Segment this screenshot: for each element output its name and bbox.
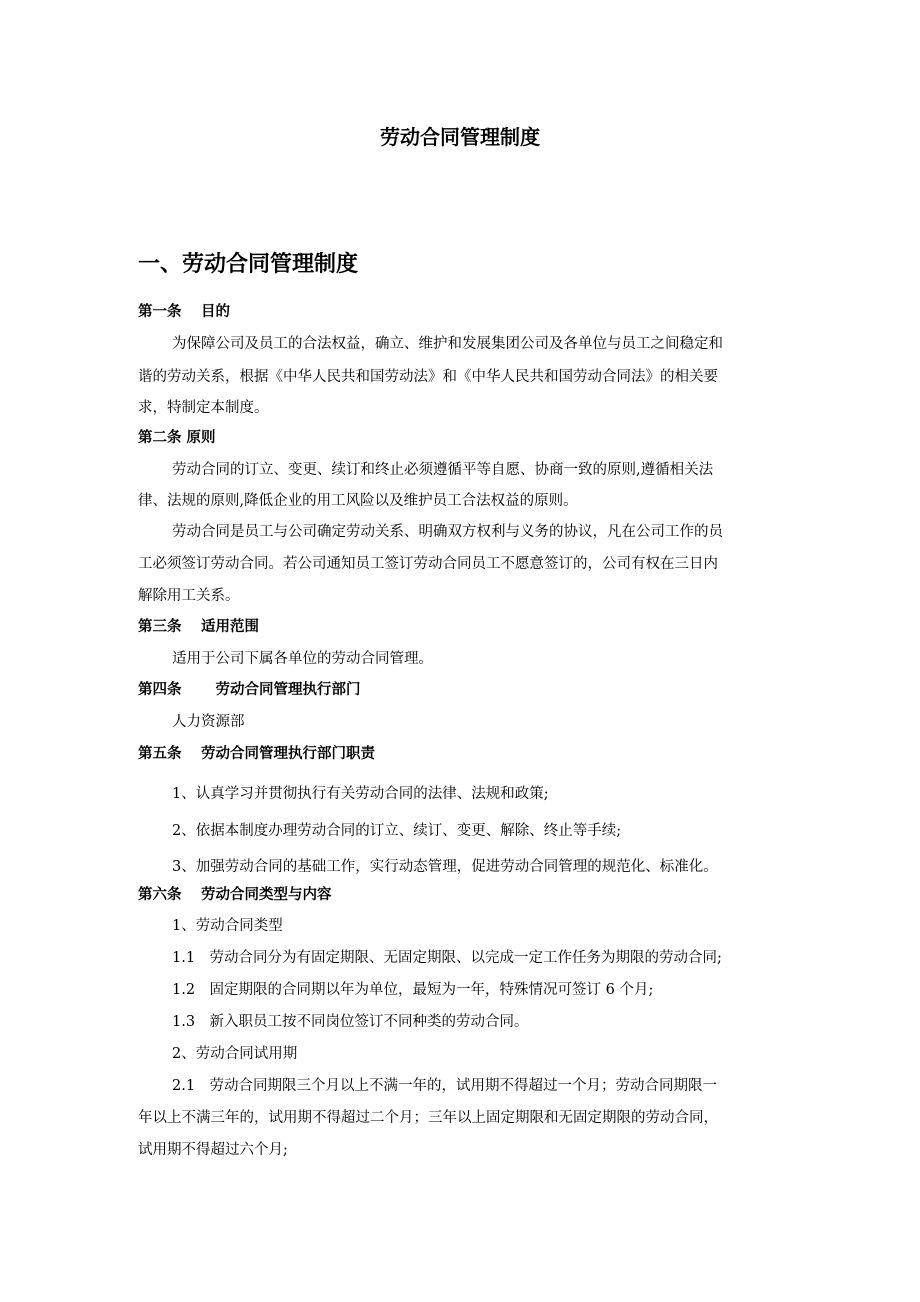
article-heading: 第二条 原则 bbox=[138, 430, 216, 446]
paragraph-line: 年以上不满三年的，试用期不得超过二个月；三年以上固定期限和无固定期限的劳动合同， bbox=[138, 1110, 718, 1126]
list-item: 1、劳动合同类型 bbox=[172, 918, 283, 934]
paragraph-line: 劳动合同的订立、变更、续订和终止必须遵循平等自愿、协商一致的原则,遵循相关法 bbox=[172, 462, 714, 478]
paragraph-line: 2.1 劳动合同期限三个月以上不满一年的，试用期不得超过一个月；劳动合同期限一 bbox=[172, 1078, 718, 1094]
list-item: 1.1 劳动合同分为有固定期限、无固定期限、以完成一定工作任务为期限的劳动合同; bbox=[172, 950, 722, 966]
article-heading: 第六条 劳动合同类型与内容 bbox=[138, 887, 332, 903]
section-heading: 一、劳动合同管理制度 bbox=[138, 252, 359, 277]
paragraph-line: 工必须签订劳动合同。若公司通知员工签订劳动合同员工不愿意签订的，公司有权在三日内 bbox=[138, 556, 718, 572]
article-heading: 第四条 劳动合同管理执行部门 bbox=[138, 682, 361, 698]
article-heading: 第三条 适用范围 bbox=[138, 619, 260, 635]
paragraph-line: 为保障公司及员工的合法权益，确立、维护和发展集团公司及各单位与员工之间稳定和 bbox=[172, 336, 723, 352]
document-title: 劳动合同管理制度 bbox=[380, 125, 540, 149]
paragraph-line: 劳动合同是员工与公司确定劳动关系、明确双方权利与义务的协议，凡在公司工作的员 bbox=[172, 524, 723, 540]
article-heading: 第一条 目的 bbox=[138, 304, 231, 320]
list-item: 2、劳动合同试用期 bbox=[172, 1046, 298, 1062]
list-item: 1.2 固定期限的合同期以年为单位，最短为一年，特殊情况可签订 6 个月; bbox=[172, 982, 654, 998]
paragraph-line: 律、法规的原则,降低企业的用工风险以及维护员工合法权益的原则。 bbox=[138, 493, 578, 509]
paragraph-line: 适用于公司下属各单位的劳动合同管理。 bbox=[172, 651, 433, 667]
paragraph-line: 求，特制定本制度。 bbox=[138, 400, 269, 416]
paragraph-line: 试用期不得超过六个月; bbox=[138, 1142, 288, 1158]
list-item: 2、依据本制度办理劳动合同的订立、续订、变更、解除、终止等手续; bbox=[172, 823, 622, 839]
list-item: 1、认真学习并贯彻执行有关劳动合同的法律、法规和政策; bbox=[172, 786, 549, 802]
list-item: 1.3 新入职员工按不同岗位签订不同种类的劳动合同。 bbox=[172, 1014, 529, 1030]
paragraph-line: 解除用工关系。 bbox=[138, 588, 240, 604]
paragraph-line: 谐的劳动关系，根据《中华人民共和国劳动法》和《中华人民共和国劳动合同法》的相关要 bbox=[138, 369, 718, 385]
article-heading: 第五条 劳动合同管理执行部门职责 bbox=[138, 746, 376, 762]
paragraph-line: 人力资源部 bbox=[172, 714, 245, 730]
list-item: 3、加强劳动合同的基础工作，实行动态管理，促进劳动合同管理的规范化、标准化。 bbox=[172, 859, 718, 875]
